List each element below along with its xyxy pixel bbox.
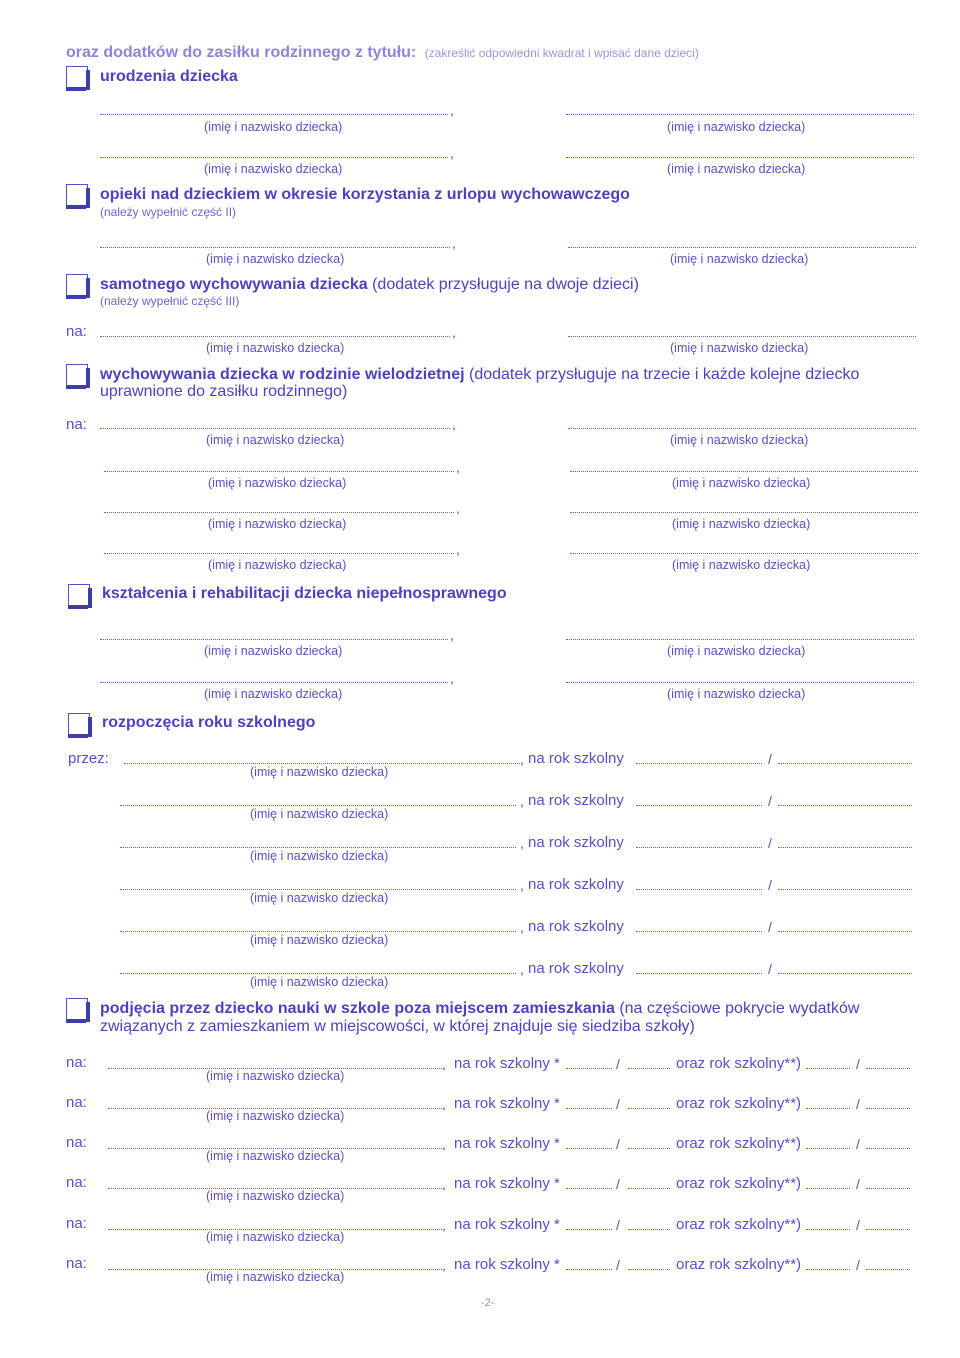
rok-szkolny-star-label: na rok szkolny * — [454, 1135, 560, 1152]
comma: , — [442, 1056, 446, 1072]
oraz-rok-label: oraz rok szkolny**) — [676, 1175, 802, 1192]
caption: (imię i nazwisko dziecka) — [667, 162, 806, 176]
page-number: -2- — [481, 1297, 495, 1309]
na-label: na: — [66, 1134, 87, 1151]
name-field-urodzenia-2[interactable] — [566, 114, 914, 115]
name-field-rozpoczecia-1[interactable] — [124, 763, 520, 764]
slash: / — [616, 1096, 620, 1112]
rok-szkolny-label: na rok szkolny — [528, 960, 624, 977]
caption: (imię i nazwisko dziecka) — [250, 765, 389, 779]
section-title-samotnego — [100, 276, 639, 294]
rok1-field-start-2[interactable] — [566, 1108, 612, 1109]
header-title: oraz dodatków do zasiłku rodzinnego z tytułu: — [66, 44, 417, 61]
rok1-field-start-4[interactable] — [566, 1188, 612, 1189]
form-header — [66, 44, 699, 62]
name-field-urodzenia-3[interactable] — [100, 157, 448, 158]
checkbox-podjecia[interactable] — [66, 998, 88, 1020]
slash: / — [768, 877, 772, 893]
caption: (imię i nazwisko dziecka) — [667, 644, 806, 658]
caption: (imię i nazwisko dziecka) — [250, 807, 389, 821]
caption: (imię i nazwisko dziecka) — [250, 975, 389, 989]
slash: / — [768, 751, 772, 767]
rok2-field-start-3[interactable] — [806, 1148, 850, 1149]
checkbox-ksztalcenia[interactable] — [68, 584, 90, 606]
section-title-ksztalcenia: kształcenia i rehabilitacji dziecka niepełnosprawnego — [102, 585, 507, 602]
checkbox-wielodzietnej[interactable] — [66, 364, 88, 386]
comma: , — [452, 235, 456, 251]
comma: , — [520, 919, 524, 935]
caption: (imię i nazwisko dziecka) — [670, 433, 809, 447]
name-field-rozpoczecia-2[interactable] — [120, 805, 516, 806]
comma: , — [452, 324, 456, 340]
name-field-urodzenia-4[interactable] — [566, 157, 914, 158]
rok1-field-end-6[interactable] — [628, 1269, 670, 1270]
rok2-field-end-5[interactable] — [866, 1229, 910, 1230]
caption: (imię i nazwisko dziecka) — [250, 849, 389, 863]
caption: (imię i nazwisko dziecka) — [672, 517, 811, 531]
caption: (imię i nazwisko dziecka) — [208, 558, 347, 572]
section-title-urodzenia: urodzenia dziecka — [100, 68, 238, 85]
rok-field-start-6[interactable] — [636, 973, 762, 974]
rok-szkolny-label: na rok szkolny — [528, 876, 624, 893]
rok-field-end-6[interactable] — [778, 973, 912, 974]
caption: (imię i nazwisko dziecka) — [206, 1109, 345, 1123]
rok-szkolny-label: na rok szkolny — [528, 750, 624, 767]
name-field-opieki-1[interactable] — [100, 247, 450, 248]
name-field-rozpoczecia-4[interactable] — [120, 889, 516, 890]
comma: , — [450, 670, 454, 686]
caption: (imię i nazwisko dziecka) — [204, 120, 343, 134]
name-field-samotnego-2[interactable] — [568, 336, 916, 337]
checkbox-urodzenia[interactable] — [66, 66, 88, 88]
checkbox-rozpoczecia[interactable] — [68, 713, 90, 735]
section-line2-wielodzietnej: uprawnione do zasiłku rodzinnego) — [100, 383, 348, 400]
oraz-rok-label: oraz rok szkolny**) — [676, 1216, 802, 1233]
slash: / — [856, 1176, 860, 1192]
caption: (imię i nazwisko dziecka) — [670, 341, 809, 355]
name-field-rozpoczecia-6[interactable] — [120, 973, 516, 974]
caption: (imię i nazwisko dziecka) — [204, 687, 343, 701]
comma: , — [450, 102, 454, 118]
section-line2-podjecia: związanych z zamieszkaniem w miejscowości, w której znajduje się siedziba szkoły) — [100, 1018, 695, 1035]
caption: (imię i nazwisko dziecka) — [204, 644, 343, 658]
section-title-rozpoczecia: rozpoczęcia roku szkolnego — [102, 714, 316, 731]
rok1-field-end-2[interactable] — [628, 1108, 670, 1109]
rok-szkolny-star-label: na rok szkolny * — [454, 1216, 560, 1233]
rok-szkolny-star-label: na rok szkolny * — [454, 1055, 560, 1072]
rok2-field-start-5[interactable] — [806, 1229, 850, 1230]
name-field-wielodzietnej-5[interactable] — [104, 512, 454, 513]
rok2-field-end-4[interactable] — [866, 1188, 910, 1189]
rok-field-end-5[interactable] — [778, 931, 912, 932]
slash: / — [616, 1217, 620, 1233]
checkbox-samotnego[interactable] — [66, 274, 88, 296]
rok-field-end-2[interactable] — [778, 805, 912, 806]
rok2-field-start-2[interactable] — [806, 1108, 850, 1109]
name-field-rozpoczecia-5[interactable] — [120, 931, 516, 932]
caption: (imię i nazwisko dziecka) — [206, 341, 345, 355]
name-field-ksztalcenia-2[interactable] — [566, 639, 914, 640]
section-title-samotnego-bold: samotnego wychowywania dziecka — [100, 276, 368, 293]
caption: (imię i nazwisko dziecka) — [206, 1069, 345, 1083]
name-field-wielodzietnej-6[interactable] — [570, 512, 918, 513]
rok-field-end-3[interactable] — [778, 847, 912, 848]
slash: / — [616, 1176, 620, 1192]
rok1-field-end-4[interactable] — [628, 1188, 670, 1189]
slash: / — [856, 1217, 860, 1233]
slash: / — [768, 835, 772, 851]
comma: , — [520, 751, 524, 767]
na-label: na: — [66, 1094, 87, 1111]
name-field-wielodzietnej-7[interactable] — [104, 553, 454, 554]
rok-field-end-4[interactable] — [778, 889, 912, 890]
slash: / — [768, 793, 772, 809]
comma: , — [450, 627, 454, 643]
name-field-rozpoczecia-3[interactable] — [120, 847, 516, 848]
comma: , — [442, 1176, 446, 1192]
name-field-wielodzietnej-1[interactable] — [100, 428, 450, 429]
slash: / — [856, 1257, 860, 1273]
section-title-podjecia-note: (na częściowe pokrycie wydatków — [619, 1000, 860, 1017]
caption: (imię i nazwisko dziecka) — [206, 1149, 345, 1163]
section-sub-opieki: (należy wypełnić część II) — [100, 205, 237, 219]
name-field-wielodzietnej-3[interactable] — [104, 471, 454, 472]
caption: (imię i nazwisko dziecka) — [670, 252, 809, 266]
section-title-opieki: opieki nad dzieckiem w okresie korzystania z urlopu wychowawczego — [100, 186, 630, 203]
na-label: na: — [66, 1215, 87, 1232]
caption: (imię i nazwisko dziecka) — [204, 162, 343, 176]
comma: , — [442, 1257, 446, 1273]
caption: (imię i nazwisko dziecka) — [667, 687, 806, 701]
name-field-samotnego-1[interactable] — [100, 336, 450, 337]
rok2-field-start-6[interactable] — [806, 1269, 850, 1270]
name-field-wielodzietnej-2[interactable] — [568, 428, 916, 429]
section-title-wielodzietnej-bold: wychowywania dziecka w rodzinie wielodzietnej — [100, 366, 465, 383]
rok1-field-end-3[interactable] — [628, 1148, 670, 1149]
rok-field-start-1[interactable] — [636, 763, 762, 764]
rok1-field-start-5[interactable] — [566, 1229, 612, 1230]
rok2-field-end-2[interactable] — [866, 1108, 910, 1109]
rok1-field-start-3[interactable] — [566, 1148, 612, 1149]
caption: (imię i nazwisko dziecka) — [206, 433, 345, 447]
comma: , — [520, 961, 524, 977]
rok-szkolny-label: na rok szkolny — [528, 792, 624, 809]
name-field-wielodzietnej-8[interactable] — [570, 553, 918, 554]
rok-field-start-4[interactable] — [636, 889, 762, 890]
caption: (imię i nazwisko dziecka) — [250, 933, 389, 947]
slash: / — [616, 1136, 620, 1152]
section-title-podjecia — [100, 1000, 859, 1018]
rok-szkolny-star-label: na rok szkolny * — [454, 1095, 560, 1112]
name-field-ksztalcenia-3[interactable] — [100, 682, 448, 683]
oraz-rok-label: oraz rok szkolny**) — [676, 1095, 802, 1112]
oraz-rok-label: oraz rok szkolny**) — [676, 1135, 802, 1152]
comma: , — [520, 835, 524, 851]
rok1-field-start-6[interactable] — [566, 1269, 612, 1270]
section-sub-samotnego: (należy wypełnić część III) — [100, 294, 240, 308]
comma: , — [442, 1136, 446, 1152]
comma: , — [450, 145, 454, 161]
rok2-field-end-3[interactable] — [866, 1148, 910, 1149]
name-field-ksztalcenia-4[interactable] — [566, 682, 914, 683]
caption: (imię i nazwisko dziecka) — [206, 1270, 345, 1284]
section-title-wielodzietnej — [100, 366, 859, 384]
na-label: na: — [66, 1054, 87, 1071]
rok-field-start-2[interactable] — [636, 805, 762, 806]
caption: (imię i nazwisko dziecka) — [672, 476, 811, 490]
name-field-wielodzietnej-4[interactable] — [570, 471, 918, 472]
comma: , — [520, 877, 524, 893]
na-label: na: — [66, 1255, 87, 1272]
rok1-field-start-1[interactable] — [566, 1068, 612, 1069]
caption: (imię i nazwisko dziecka) — [206, 252, 345, 266]
name-field-opieki-2[interactable] — [568, 247, 916, 248]
rok1-field-end-5[interactable] — [628, 1229, 670, 1230]
caption: (imię i nazwisko dziecka) — [206, 1189, 345, 1203]
rok-szkolny-star-label: na rok szkolny * — [454, 1175, 560, 1192]
rok2-field-start-1[interactable] — [806, 1068, 850, 1069]
rok-szkolny-star-label: na rok szkolny * — [454, 1256, 560, 1273]
caption: (imię i nazwisko dziecka) — [672, 558, 811, 572]
slash: / — [616, 1056, 620, 1072]
rok2-field-end-1[interactable] — [866, 1068, 910, 1069]
slash: / — [856, 1096, 860, 1112]
comma: , — [456, 459, 460, 475]
na-label: na: — [66, 323, 87, 340]
section-title-samotnego-note: (dodatek przysługuje na dwoje dzieci) — [372, 276, 639, 293]
na-label: na: — [66, 416, 87, 433]
rok-field-end-1[interactable] — [778, 763, 912, 764]
comma: , — [456, 541, 460, 557]
caption: (imię i nazwisko dziecka) — [667, 120, 806, 134]
oraz-rok-label: oraz rok szkolny**) — [676, 1256, 802, 1273]
przez-label: przez: — [68, 750, 109, 767]
caption: (imię i nazwisko dziecka) — [250, 891, 389, 905]
caption: (imię i nazwisko dziecka) — [208, 517, 347, 531]
caption: (imię i nazwisko dziecka) — [208, 476, 347, 490]
rok2-field-start-4[interactable] — [806, 1188, 850, 1189]
comma: , — [442, 1217, 446, 1233]
slash: / — [768, 961, 772, 977]
rok-field-start-5[interactable] — [636, 931, 762, 932]
checkbox-opieki[interactable] — [66, 184, 88, 206]
rok-szkolny-label: na rok szkolny — [528, 834, 624, 851]
slash: / — [856, 1136, 860, 1152]
rok2-field-end-6[interactable] — [866, 1269, 910, 1270]
slash: / — [856, 1056, 860, 1072]
header-note: (zakreślić odpowiedni kwadrat i wpisać dane dzieci) — [424, 46, 699, 60]
rok1-field-end-1[interactable] — [628, 1068, 670, 1069]
comma: , — [456, 500, 460, 516]
name-field-urodzenia-1[interactable] — [100, 114, 448, 115]
comma: , — [442, 1096, 446, 1112]
rok-field-start-3[interactable] — [636, 847, 762, 848]
rok-szkolny-label: na rok szkolny — [528, 918, 624, 935]
slash: / — [616, 1257, 620, 1273]
comma: , — [452, 416, 456, 432]
name-field-ksztalcenia-1[interactable] — [100, 639, 448, 640]
na-label: na: — [66, 1174, 87, 1191]
section-title-wielodzietnej-note: (dodatek przysługuje na trzecie i każde kolejne dziecko — [469, 366, 860, 383]
slash: / — [768, 919, 772, 935]
oraz-rok-label: oraz rok szkolny**) — [676, 1055, 802, 1072]
caption: (imię i nazwisko dziecka) — [206, 1230, 345, 1244]
comma: , — [520, 793, 524, 809]
section-title-podjecia-bold: podjęcia przez dziecko nauki w szkole poza miejscem zamieszkania — [100, 1000, 615, 1017]
